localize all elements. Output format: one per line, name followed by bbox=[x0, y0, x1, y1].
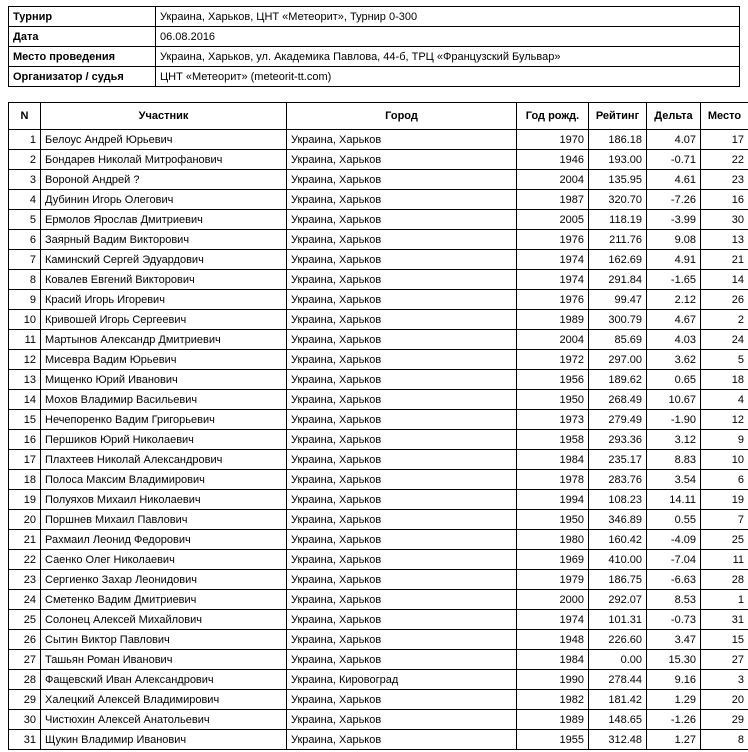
cell-participant: Нечепоренко Вадим Григорьевич bbox=[41, 410, 287, 430]
cell-place: 2 bbox=[701, 310, 748, 330]
info-value: ЦНТ «Метеорит» (meteorit-tt.com) bbox=[156, 67, 740, 87]
cell-birth-year: 1970 bbox=[517, 130, 589, 150]
cell-rating: 278.44 bbox=[589, 670, 647, 690]
cell-place: 8 bbox=[701, 730, 748, 750]
cell-delta: 8.53 bbox=[647, 590, 701, 610]
cell-number: 7 bbox=[9, 250, 41, 270]
cell-delta: -6.63 bbox=[647, 570, 701, 590]
cell-place: 24 bbox=[701, 330, 748, 350]
table-row bbox=[9, 450, 748, 470]
cell-city: Украина, Харьков bbox=[287, 490, 517, 510]
cell-delta: -3.99 bbox=[647, 210, 701, 230]
cell-birth-year: 1982 bbox=[517, 690, 589, 710]
cell-participant: Рахмаил Леонид Федорович bbox=[41, 530, 287, 550]
cell-delta: 8.83 bbox=[647, 450, 701, 470]
col-header-birth-year: Год рожд. bbox=[517, 103, 589, 130]
cell-place: 1 bbox=[701, 590, 748, 610]
cell-city: Украина, Харьков bbox=[287, 150, 517, 170]
cell-birth-year: 1984 bbox=[517, 450, 589, 470]
cell-participant: Халецкий Алексей Владимирович bbox=[41, 690, 287, 710]
cell-participant: Сметенко Вадим Дмитриевич bbox=[41, 590, 287, 610]
cell-rating: 346.89 bbox=[589, 510, 647, 530]
cell-delta: -1.90 bbox=[647, 410, 701, 430]
cell-place: 20 bbox=[701, 690, 748, 710]
cell-rating: 283.76 bbox=[589, 470, 647, 490]
cell-number: 16 bbox=[9, 430, 41, 450]
info-value: Украина, Харьков, ул. Академика Павлова, 44-б, ТРЦ «Французский Бульвар» bbox=[156, 47, 740, 67]
cell-place: 11 bbox=[701, 550, 748, 570]
cell-birth-year: 1948 bbox=[517, 630, 589, 650]
info-value: 06.08.2016 bbox=[156, 27, 740, 47]
cell-participant: Заярный Вадим Викторович bbox=[41, 230, 287, 250]
cell-birth-year: 1989 bbox=[517, 310, 589, 330]
cell-city: Украина, Харьков bbox=[287, 250, 517, 270]
cell-delta: 9.16 bbox=[647, 670, 701, 690]
cell-city: Украина, Харьков bbox=[287, 550, 517, 570]
cell-rating: 101.31 bbox=[589, 610, 647, 630]
cell-delta: -7.26 bbox=[647, 190, 701, 210]
col-header-place: Место bbox=[701, 103, 748, 130]
table-row bbox=[9, 350, 748, 370]
cell-participant: Дубинин Игорь Олегович bbox=[41, 190, 287, 210]
cell-birth-year: 1956 bbox=[517, 370, 589, 390]
cell-participant: Ермолов Ярослав Дмитриевич bbox=[41, 210, 287, 230]
table-row bbox=[9, 470, 748, 490]
cell-participant: Каминский Сергей Эдуардович bbox=[41, 250, 287, 270]
cell-city: Украина, Харьков bbox=[287, 650, 517, 670]
cell-delta: 4.61 bbox=[647, 170, 701, 190]
table-row bbox=[9, 590, 748, 610]
cell-rating: 193.00 bbox=[589, 150, 647, 170]
results-table bbox=[8, 102, 748, 750]
cell-participant: Чистюхин Алексей Анатольевич bbox=[41, 710, 287, 730]
cell-number: 22 bbox=[9, 550, 41, 570]
cell-number: 24 bbox=[9, 590, 41, 610]
cell-number: 9 bbox=[9, 290, 41, 310]
table-row bbox=[9, 170, 748, 190]
info-value: Украина, Харьков, ЦНТ «Метеорит», Турнир 0-300 bbox=[156, 7, 740, 27]
info-label: Дата bbox=[9, 27, 156, 47]
cell-number: 25 bbox=[9, 610, 41, 630]
cell-rating: 312.48 bbox=[589, 730, 647, 750]
table-row bbox=[9, 250, 748, 270]
cell-city: Украина, Харьков bbox=[287, 190, 517, 210]
cell-number: 3 bbox=[9, 170, 41, 190]
cell-place: 27 bbox=[701, 650, 748, 670]
cell-rating: 181.42 bbox=[589, 690, 647, 710]
cell-birth-year: 1976 bbox=[517, 290, 589, 310]
table-row bbox=[9, 290, 748, 310]
cell-birth-year: 2004 bbox=[517, 170, 589, 190]
cell-number: 19 bbox=[9, 490, 41, 510]
table-row bbox=[9, 570, 748, 590]
cell-birth-year: 2000 bbox=[517, 590, 589, 610]
cell-rating: 300.79 bbox=[589, 310, 647, 330]
cell-number: 28 bbox=[9, 670, 41, 690]
cell-rating: 279.49 bbox=[589, 410, 647, 430]
cell-delta: 3.54 bbox=[647, 470, 701, 490]
table-row bbox=[9, 230, 748, 250]
cell-place: 26 bbox=[701, 290, 748, 310]
cell-number: 1 bbox=[9, 130, 41, 150]
table-row bbox=[9, 490, 748, 510]
cell-rating: 118.19 bbox=[589, 210, 647, 230]
cell-number: 23 bbox=[9, 570, 41, 590]
cell-rating: 410.00 bbox=[589, 550, 647, 570]
table-row bbox=[9, 710, 748, 730]
cell-participant: Полуяхов Михаил Николаевич bbox=[41, 490, 287, 510]
cell-birth-year: 1989 bbox=[517, 710, 589, 730]
cell-participant: Мохов Владимир Васильевич bbox=[41, 390, 287, 410]
table-row bbox=[9, 430, 748, 450]
cell-city: Украина, Харьков bbox=[287, 270, 517, 290]
cell-birth-year: 1946 bbox=[517, 150, 589, 170]
cell-place: 12 bbox=[701, 410, 748, 430]
info-label: Турнир bbox=[9, 7, 156, 27]
cell-city: Украина, Харьков bbox=[287, 730, 517, 750]
cell-place: 28 bbox=[701, 570, 748, 590]
cell-delta: -4.09 bbox=[647, 530, 701, 550]
table-row bbox=[9, 650, 748, 670]
cell-participant: Сытин Виктор Павлович bbox=[41, 630, 287, 650]
cell-number: 26 bbox=[9, 630, 41, 650]
cell-place: 6 bbox=[701, 470, 748, 490]
cell-participant: Саенко Олег Николаевич bbox=[41, 550, 287, 570]
cell-place: 16 bbox=[701, 190, 748, 210]
table-row bbox=[9, 270, 748, 290]
results-header-row bbox=[9, 103, 748, 130]
cell-delta: 4.91 bbox=[647, 250, 701, 270]
cell-delta: 9.08 bbox=[647, 230, 701, 250]
cell-number: 27 bbox=[9, 650, 41, 670]
info-row bbox=[9, 67, 740, 87]
cell-number: 5 bbox=[9, 210, 41, 230]
cell-rating: 108.23 bbox=[589, 490, 647, 510]
cell-participant: Ковалев Евгений Викторович bbox=[41, 270, 287, 290]
cell-place: 7 bbox=[701, 510, 748, 530]
cell-participant: Мартынов Александр Дмитриевич bbox=[41, 330, 287, 350]
col-header-number: N bbox=[9, 103, 41, 130]
cell-delta: 0.65 bbox=[647, 370, 701, 390]
cell-delta: -7.04 bbox=[647, 550, 701, 570]
cell-participant: Кривошей Игорь Сергеевич bbox=[41, 310, 287, 330]
cell-place: 22 bbox=[701, 150, 748, 170]
table-row bbox=[9, 730, 748, 750]
cell-city: Украина, Харьков bbox=[287, 590, 517, 610]
cell-rating: 160.42 bbox=[589, 530, 647, 550]
cell-city: Украина, Харьков bbox=[287, 530, 517, 550]
cell-rating: 235.17 bbox=[589, 450, 647, 470]
cell-place: 15 bbox=[701, 630, 748, 650]
table-row bbox=[9, 670, 748, 690]
cell-place: 19 bbox=[701, 490, 748, 510]
cell-participant: Полоса Максим Владимирович bbox=[41, 470, 287, 490]
cell-delta: 10.67 bbox=[647, 390, 701, 410]
cell-participant: Мисевра Вадим Юрьевич bbox=[41, 350, 287, 370]
cell-number: 29 bbox=[9, 690, 41, 710]
cell-birth-year: 1978 bbox=[517, 470, 589, 490]
cell-city: Украина, Харьков bbox=[287, 510, 517, 530]
cell-participant: Сергиенко Захар Леонидович bbox=[41, 570, 287, 590]
cell-number: 8 bbox=[9, 270, 41, 290]
cell-birth-year: 2005 bbox=[517, 210, 589, 230]
cell-birth-year: 1958 bbox=[517, 430, 589, 450]
cell-place: 9 bbox=[701, 430, 748, 450]
cell-city: Украина, Кировоград bbox=[287, 670, 517, 690]
cell-participant: Белоус Андрей Юрьевич bbox=[41, 130, 287, 150]
cell-place: 4 bbox=[701, 390, 748, 410]
cell-participant: Бондарев Николай Митрофанович bbox=[41, 150, 287, 170]
table-row bbox=[9, 190, 748, 210]
cell-place: 3 bbox=[701, 670, 748, 690]
cell-rating: 320.70 bbox=[589, 190, 647, 210]
cell-place: 21 bbox=[701, 250, 748, 270]
table-row bbox=[9, 150, 748, 170]
cell-place: 23 bbox=[701, 170, 748, 190]
cell-rating: 99.47 bbox=[589, 290, 647, 310]
cell-city: Украина, Харьков bbox=[287, 690, 517, 710]
table-row bbox=[9, 310, 748, 330]
info-row bbox=[9, 47, 740, 67]
cell-rating: 268.49 bbox=[589, 390, 647, 410]
cell-birth-year: 1979 bbox=[517, 570, 589, 590]
cell-number: 6 bbox=[9, 230, 41, 250]
info-row bbox=[9, 27, 740, 47]
cell-rating: 291.84 bbox=[589, 270, 647, 290]
cell-city: Украина, Харьков bbox=[287, 450, 517, 470]
cell-rating: 186.75 bbox=[589, 570, 647, 590]
cell-delta: 3.62 bbox=[647, 350, 701, 370]
cell-birth-year: 1973 bbox=[517, 410, 589, 430]
cell-place: 25 bbox=[701, 530, 748, 550]
cell-birth-year: 2004 bbox=[517, 330, 589, 350]
cell-delta: 2.12 bbox=[647, 290, 701, 310]
cell-participant: Плахтеев Николай Александрович bbox=[41, 450, 287, 470]
cell-birth-year: 1974 bbox=[517, 270, 589, 290]
cell-number: 18 bbox=[9, 470, 41, 490]
cell-birth-year: 1974 bbox=[517, 610, 589, 630]
cell-rating: 297.00 bbox=[589, 350, 647, 370]
col-header-delta: Дельта bbox=[647, 103, 701, 130]
cell-city: Украина, Харьков bbox=[287, 630, 517, 650]
cell-participant: Щукин Владимир Иванович bbox=[41, 730, 287, 750]
cell-city: Украина, Харьков bbox=[287, 170, 517, 190]
cell-number: 4 bbox=[9, 190, 41, 210]
cell-birth-year: 1976 bbox=[517, 230, 589, 250]
table-row bbox=[9, 510, 748, 530]
cell-rating: 211.76 bbox=[589, 230, 647, 250]
cell-number: 12 bbox=[9, 350, 41, 370]
cell-participant: Красий Игорь Игоревич bbox=[41, 290, 287, 310]
cell-place: 10 bbox=[701, 450, 748, 470]
cell-city: Украина, Харьков bbox=[287, 610, 517, 630]
cell-participant: Вороной Андрей ? bbox=[41, 170, 287, 190]
cell-place: 13 bbox=[701, 230, 748, 250]
cell-number: 15 bbox=[9, 410, 41, 430]
cell-participant: Фащевский Иван Александрович bbox=[41, 670, 287, 690]
cell-delta: 4.67 bbox=[647, 310, 701, 330]
table-row bbox=[9, 130, 748, 150]
cell-birth-year: 1994 bbox=[517, 490, 589, 510]
cell-city: Украина, Харьков bbox=[287, 710, 517, 730]
cell-delta: 4.07 bbox=[647, 130, 701, 150]
cell-birth-year: 1974 bbox=[517, 250, 589, 270]
cell-city: Украина, Харьков bbox=[287, 310, 517, 330]
cell-birth-year: 1980 bbox=[517, 530, 589, 550]
cell-delta: 4.03 bbox=[647, 330, 701, 350]
cell-city: Украина, Харьков bbox=[287, 350, 517, 370]
cell-city: Украина, Харьков bbox=[287, 130, 517, 150]
cell-place: 18 bbox=[701, 370, 748, 390]
cell-place: 29 bbox=[701, 710, 748, 730]
cell-number: 10 bbox=[9, 310, 41, 330]
cell-participant: Першиков Юрий Николаевич bbox=[41, 430, 287, 450]
cell-city: Украина, Харьков bbox=[287, 210, 517, 230]
tournament-info-table bbox=[8, 6, 740, 87]
cell-rating: 85.69 bbox=[589, 330, 647, 350]
cell-number: 17 bbox=[9, 450, 41, 470]
cell-city: Украина, Харьков bbox=[287, 290, 517, 310]
cell-birth-year: 1950 bbox=[517, 510, 589, 530]
cell-rating: 135.95 bbox=[589, 170, 647, 190]
cell-number: 31 bbox=[9, 730, 41, 750]
cell-rating: 0.00 bbox=[589, 650, 647, 670]
cell-delta: 3.12 bbox=[647, 430, 701, 450]
cell-city: Украина, Харьков bbox=[287, 370, 517, 390]
cell-city: Украина, Харьков bbox=[287, 430, 517, 450]
table-row bbox=[9, 690, 748, 710]
cell-delta: -1.65 bbox=[647, 270, 701, 290]
cell-delta: 14.11 bbox=[647, 490, 701, 510]
cell-rating: 293.36 bbox=[589, 430, 647, 450]
cell-delta: 0.55 bbox=[647, 510, 701, 530]
cell-number: 13 bbox=[9, 370, 41, 390]
cell-place: 5 bbox=[701, 350, 748, 370]
cell-place: 31 bbox=[701, 610, 748, 630]
cell-number: 30 bbox=[9, 710, 41, 730]
table-row bbox=[9, 630, 748, 650]
info-label: Место проведения bbox=[9, 47, 156, 67]
cell-place: 30 bbox=[701, 210, 748, 230]
cell-rating: 189.62 bbox=[589, 370, 647, 390]
table-row bbox=[9, 210, 748, 230]
cell-rating: 226.60 bbox=[589, 630, 647, 650]
info-label: Организатор / судья bbox=[9, 67, 156, 87]
cell-birth-year: 1972 bbox=[517, 350, 589, 370]
table-row bbox=[9, 610, 748, 630]
cell-city: Украина, Харьков bbox=[287, 390, 517, 410]
cell-place: 17 bbox=[701, 130, 748, 150]
cell-city: Украина, Харьков bbox=[287, 470, 517, 490]
cell-rating: 186.18 bbox=[589, 130, 647, 150]
col-header-rating: Рейтинг bbox=[589, 103, 647, 130]
cell-participant: Мищенко Юрий Иванович bbox=[41, 370, 287, 390]
cell-delta: 3.47 bbox=[647, 630, 701, 650]
cell-number: 11 bbox=[9, 330, 41, 350]
col-header-city: Город bbox=[287, 103, 517, 130]
cell-birth-year: 1990 bbox=[517, 670, 589, 690]
cell-city: Украина, Харьков bbox=[287, 570, 517, 590]
cell-delta: -0.71 bbox=[647, 150, 701, 170]
cell-number: 21 bbox=[9, 530, 41, 550]
cell-number: 20 bbox=[9, 510, 41, 530]
cell-participant: Ташьян Роман Иванович bbox=[41, 650, 287, 670]
cell-birth-year: 1950 bbox=[517, 390, 589, 410]
table-row bbox=[9, 550, 748, 570]
cell-delta: -0.73 bbox=[647, 610, 701, 630]
cell-number: 2 bbox=[9, 150, 41, 170]
cell-delta: -1.26 bbox=[647, 710, 701, 730]
table-row bbox=[9, 410, 748, 430]
table-row bbox=[9, 370, 748, 390]
cell-birth-year: 1969 bbox=[517, 550, 589, 570]
cell-number: 14 bbox=[9, 390, 41, 410]
cell-birth-year: 1955 bbox=[517, 730, 589, 750]
cell-place: 14 bbox=[701, 270, 748, 290]
cell-participant: Солонец Алексей Михайлович bbox=[41, 610, 287, 630]
cell-city: Украина, Харьков bbox=[287, 230, 517, 250]
info-row bbox=[9, 7, 740, 27]
cell-rating: 148.65 bbox=[589, 710, 647, 730]
cell-birth-year: 1987 bbox=[517, 190, 589, 210]
cell-city: Украина, Харьков bbox=[287, 410, 517, 430]
table-row bbox=[9, 330, 748, 350]
cell-rating: 292.07 bbox=[589, 590, 647, 610]
cell-delta: 15.30 bbox=[647, 650, 701, 670]
cell-birth-year: 1984 bbox=[517, 650, 589, 670]
col-header-participant: Участник bbox=[41, 103, 287, 130]
table-row bbox=[9, 530, 748, 550]
cell-delta: 1.29 bbox=[647, 690, 701, 710]
cell-rating: 162.69 bbox=[589, 250, 647, 270]
cell-participant: Поршнев Михаил Павлович bbox=[41, 510, 287, 530]
cell-delta: 1.27 bbox=[647, 730, 701, 750]
table-row bbox=[9, 390, 748, 410]
cell-city: Украина, Харьков bbox=[287, 330, 517, 350]
